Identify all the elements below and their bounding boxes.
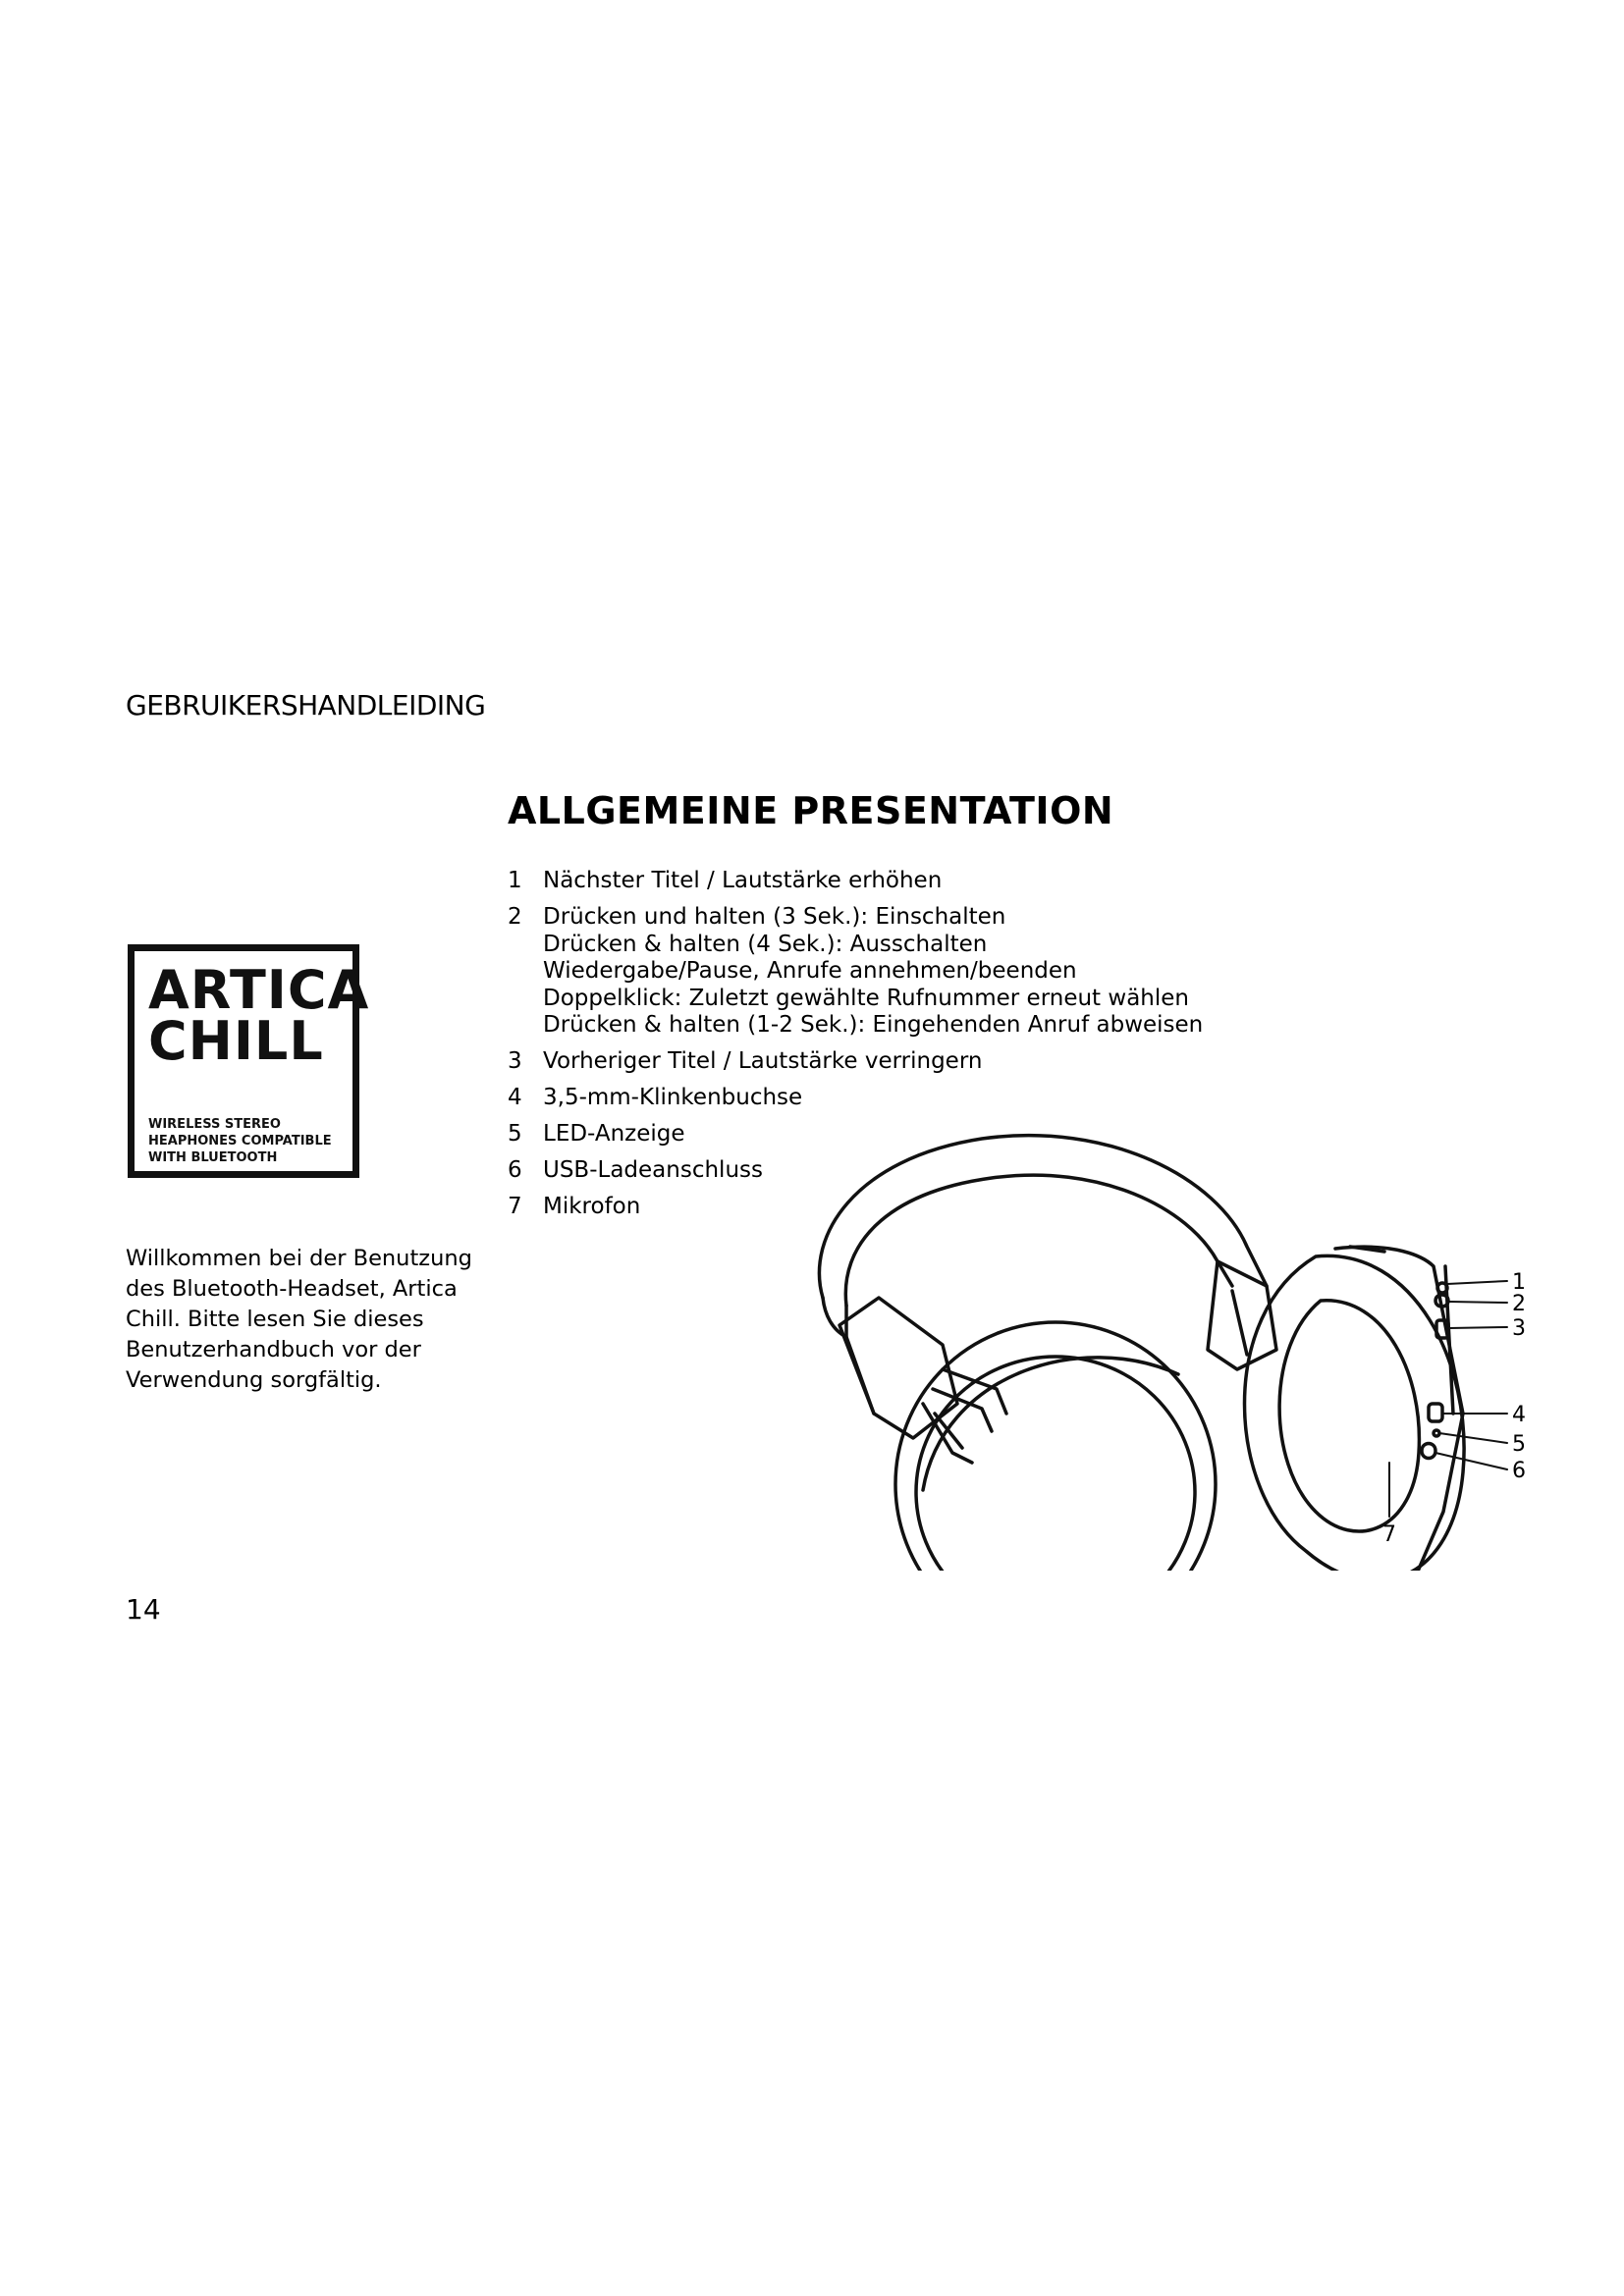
button-next: [1437, 1283, 1447, 1293]
page-number: 14: [126, 1593, 161, 1626]
feature-line: Wiedergabe/Pause, Anrufe annehmen/beenden: [543, 958, 1077, 984]
feature-line: Mikrofon: [543, 1194, 641, 1219]
feature-number: 3: [508, 1048, 522, 1074]
product-logo: [128, 944, 370, 1178]
left-earcup-inner: [916, 1357, 1195, 1571]
callout-6: 6: [1512, 1459, 1526, 1483]
logo-subtitle-line: HEAPHONES COMPATIBLE: [148, 1134, 332, 1148]
usb-port: [1422, 1444, 1435, 1459]
welcome-line: Benutzerhandbuch vor der: [126, 1337, 421, 1362]
callout-1: 1: [1512, 1270, 1526, 1295]
welcome-paragraph: [126, 1244, 489, 1396]
logo-title-line: ARTICA: [148, 959, 370, 1021]
feature-item-3: [508, 1048, 1203, 1076]
callout-4: 4: [1512, 1403, 1526, 1427]
callout-3: 3: [1512, 1316, 1526, 1341]
headphone-diagram: [785, 1119, 1532, 1571]
feature-line: Drücken & halten (4 Sek.): Ausschalten: [543, 931, 988, 957]
feature-number: 7: [508, 1194, 522, 1219]
left-earcup-outer: [895, 1322, 1216, 1571]
feature-text: [543, 1121, 685, 1148]
feature-item-1: [508, 868, 1203, 895]
feature-number: 2: [508, 904, 522, 930]
logo-title: [148, 959, 370, 1072]
feature-text: [543, 868, 942, 895]
welcome-line: Willkommen bei der Benutzung: [126, 1246, 472, 1271]
feature-number: 6: [508, 1157, 522, 1183]
feature-number: 5: [508, 1121, 522, 1147]
feature-line: 3,5-mm-Klinkenbuchse: [543, 1085, 803, 1110]
manual-header-label: GEBRUIKERSHANDLEIDING: [126, 689, 486, 721]
feature-text: [543, 1048, 982, 1076]
feature-text: [543, 1157, 763, 1185]
section-title: ALLGEMEINE PRESENTATION: [508, 789, 1114, 832]
feature-item-2: [508, 904, 1203, 1040]
feature-number: 4: [508, 1085, 522, 1110]
feature-line: USB-Ladeanschluss: [543, 1157, 763, 1183]
callout-2: 2: [1512, 1292, 1526, 1316]
callout-7: 7: [1382, 1522, 1396, 1547]
logo-subtitle-line: WIRELESS STEREO: [148, 1117, 281, 1132]
feature-line: LED-Anzeige: [543, 1121, 685, 1147]
feature-line: Drücken und halten (3 Sek.): Einschalten: [543, 904, 1006, 930]
logo-title-line: CHILL: [148, 1010, 324, 1072]
feature-item-4: [508, 1085, 1203, 1112]
feature-text: [543, 1085, 802, 1112]
right-earcup-cushion: [1245, 1255, 1465, 1571]
logo-subtitle-line: WITH BLUETOOTH: [148, 1150, 278, 1165]
welcome-line: des Bluetooth-Headset, Artica: [126, 1276, 458, 1302]
logo-subtitle: [148, 1116, 332, 1166]
feature-text: [543, 1194, 640, 1221]
jack-port: [1429, 1404, 1442, 1421]
feature-text: [543, 904, 1203, 1040]
welcome-line: Chill. Bitte lesen Sie dieses: [126, 1307, 424, 1332]
feature-line: Drücken & halten (1-2 Sek.): Eingehenden Anruf abweisen: [543, 1012, 1204, 1038]
feature-number: 1: [508, 868, 522, 893]
headband-inner: [845, 1175, 1232, 1306]
feature-line: Doppelklick: Zuletzt gewählte Rufnummer erneut wählen: [543, 985, 1189, 1011]
welcome-line: Verwendung sorgfältig.: [126, 1367, 382, 1393]
callout-5: 5: [1512, 1432, 1526, 1457]
feature-line: Nächster Titel / Lautstärke erhöhen: [543, 868, 943, 893]
right-slider: [1208, 1261, 1276, 1369]
feature-line: Vorheriger Titel / Lautstärke verringern: [543, 1048, 983, 1074]
